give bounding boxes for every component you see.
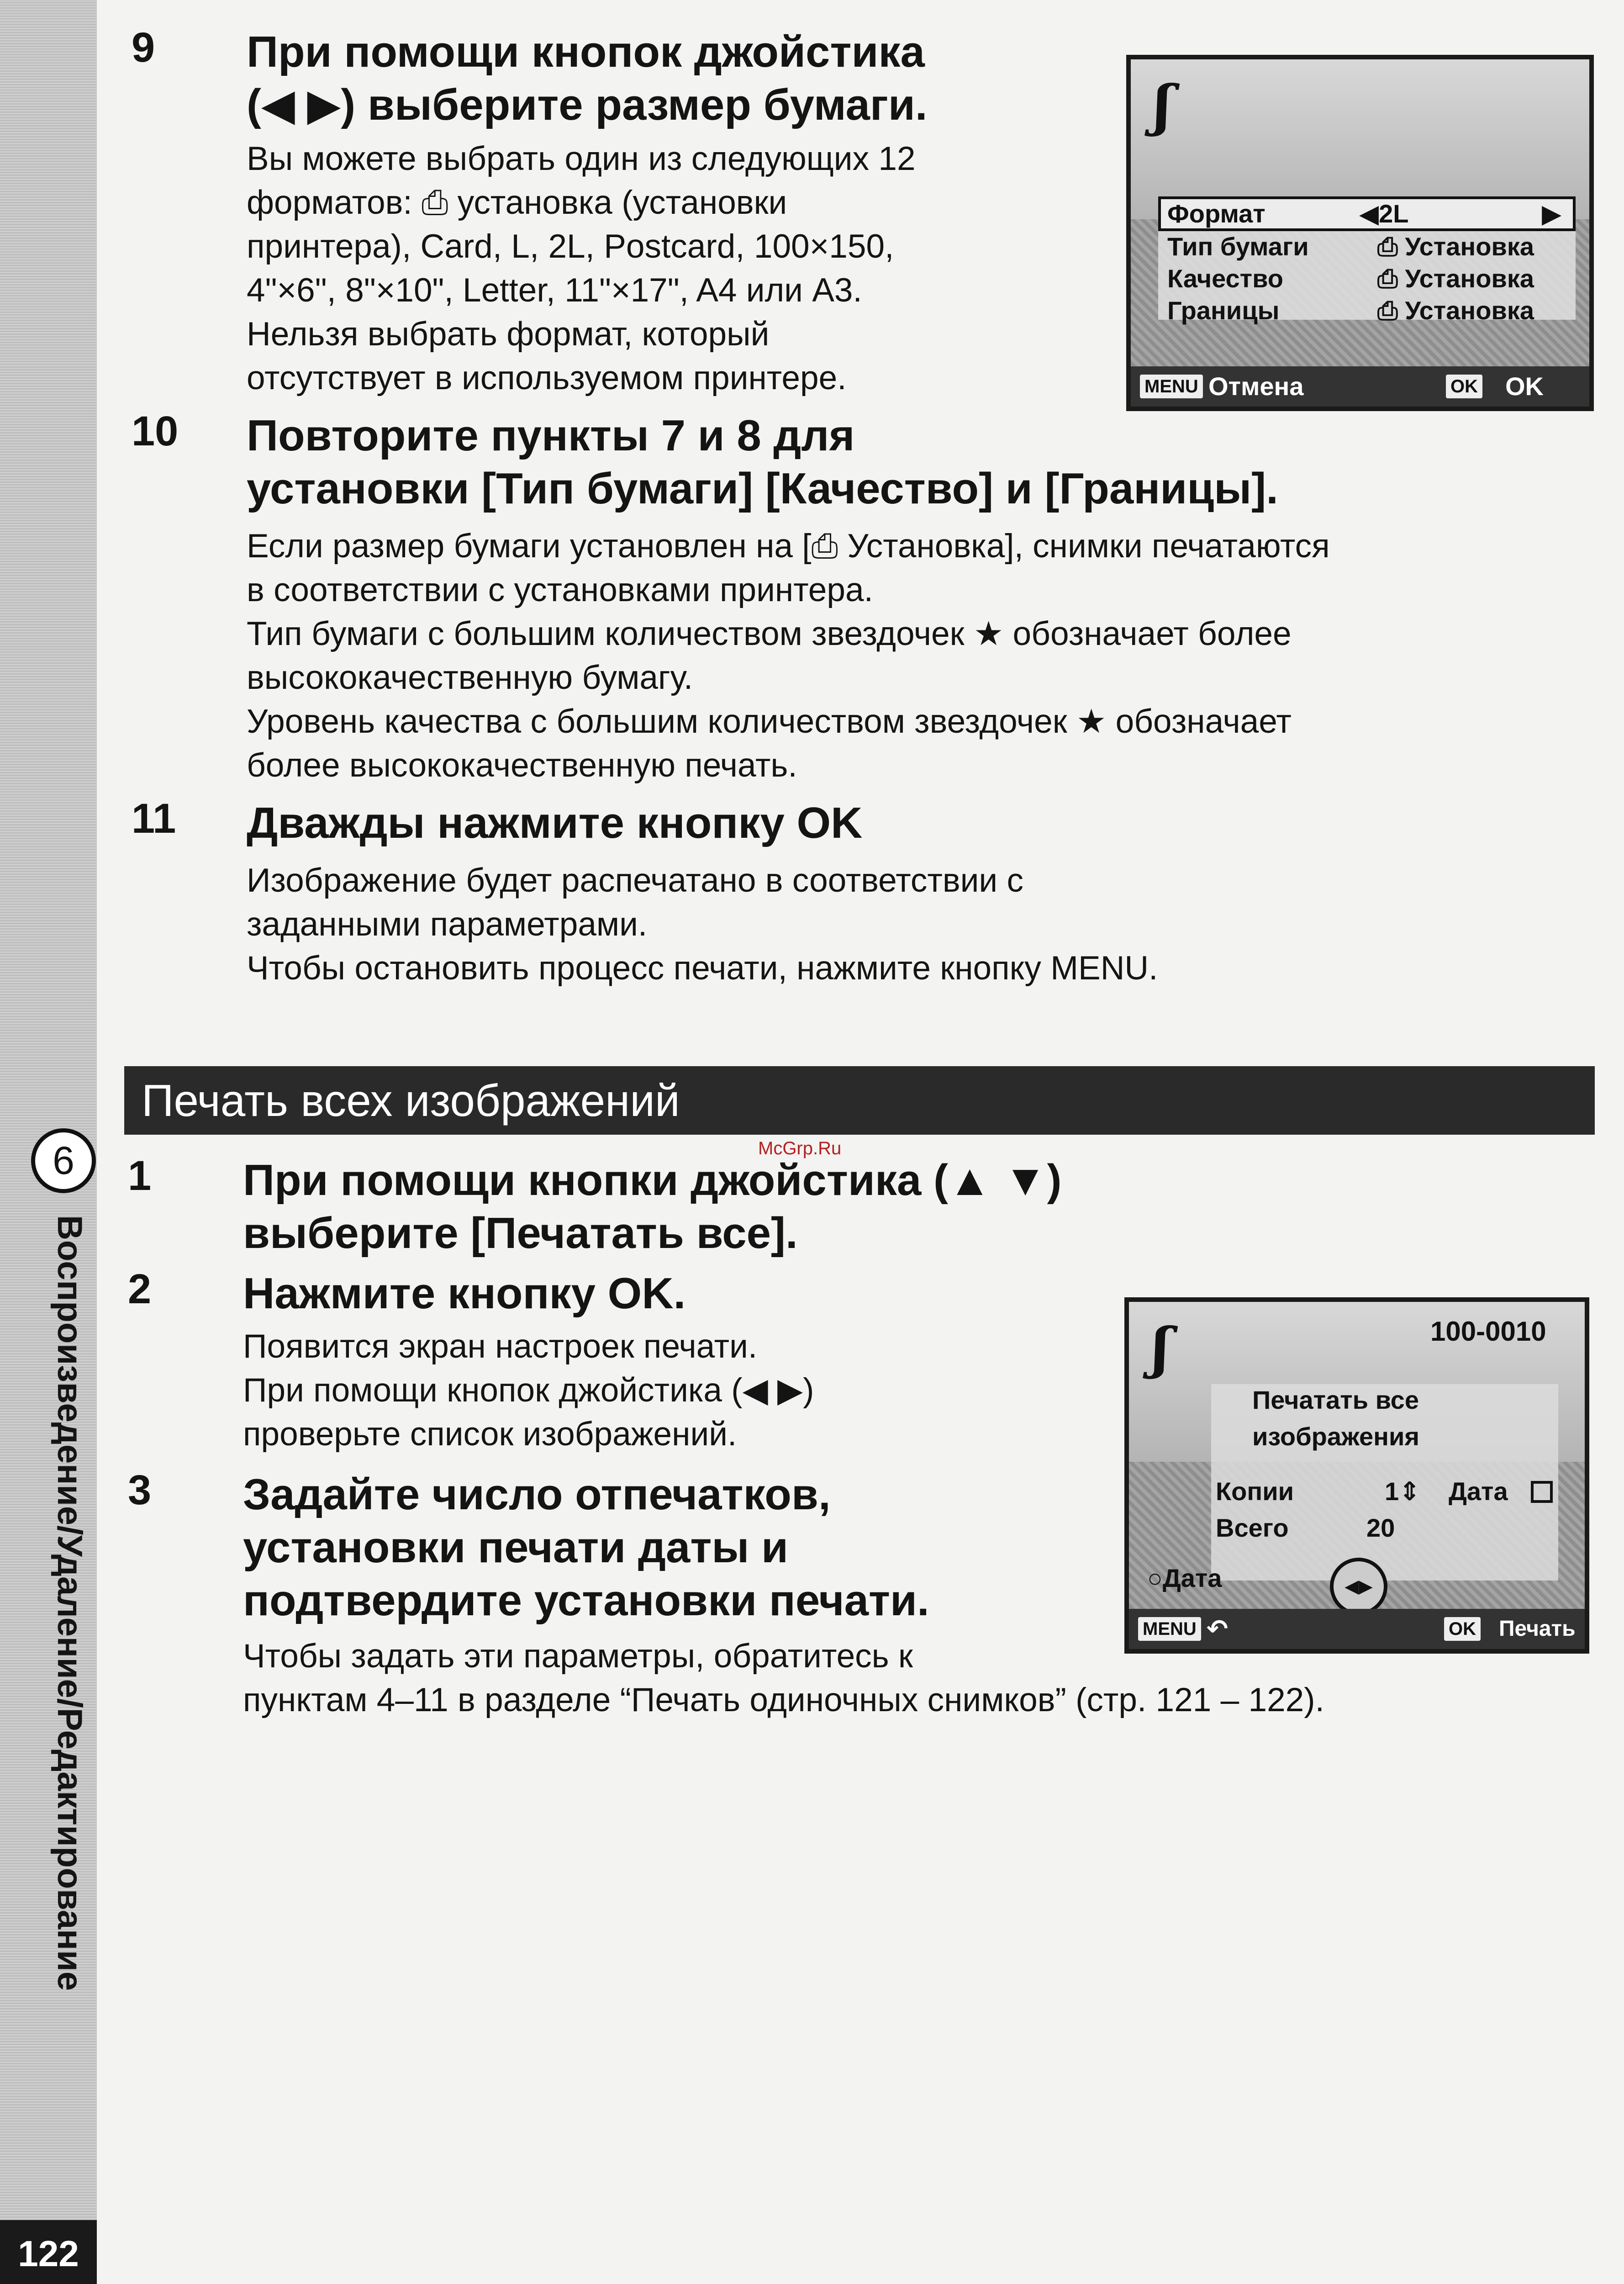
body-line: в соответствии с установками принтера. [247,571,873,608]
body-line: проверьте список изображений. [243,1416,737,1453]
ok-key-icon: OK [1446,375,1482,398]
copies-value: 1⇕ [1385,1477,1421,1506]
step-number: 1 [128,1153,152,1199]
menu-key-icon: MENU [1138,1617,1201,1641]
body-line: Если размер бумаги установлен на [⎙ Установка], снимки печатаются [247,528,1330,565]
chapter-title: Воспроизведение/Удаление/Редактирование [50,1215,89,1991]
step-title-line: (◀ ▶) выберите размер бумаги. [247,80,928,129]
back-icon: ↶ [1207,1614,1228,1643]
lcd-bottom-bar [1129,1609,1585,1649]
lcd-row-label: Качество [1167,264,1283,293]
step-number: 3 [128,1467,152,1513]
body-line: Изображение будет распечатано в соответствии с [247,862,1023,899]
copies-label: Копии [1216,1477,1294,1506]
body-line: Чтобы задать эти параметры, обратитесь к [243,1638,913,1675]
lcd-row-value: ⎙ Установка [1377,232,1534,261]
ok-key-label: Печать [1499,1617,1576,1641]
step-body [247,859,1598,990]
lcd-row-label: Тип бумаги [1167,232,1309,261]
step-title-line: установки печати даты и [243,1523,788,1572]
step-title-line: подтвердите установки печати. [243,1576,929,1625]
step-body [247,524,1598,788]
watermark: McGrp.Ru [758,1138,842,1158]
body-line: Чтобы остановить процесс печати, нажмите кнопку MENU. [247,950,1158,987]
step-number: 10 [132,408,179,455]
body-line: более высококачественную печать. [247,747,797,784]
step-title-line: установки [Тип бумаги] [Качество] и [Границы]. [247,464,1278,513]
body-line: пунктам 4–11 в разделе “Печать одиночных снимков” (стр. 121 – 122). [243,1681,1324,1718]
body-line: форматов: ⎙ установка (установки [247,184,787,221]
playback-mode-icon: ʃ [1152,1316,1170,1380]
lcd-row-label: Границы [1167,296,1280,325]
step-title-line: выберите [Печатать все]. [243,1209,798,1258]
step-title [243,1154,1430,1260]
step-title-line: Задайте число отпечатков, [243,1470,831,1519]
body-line: высококачественную бумагу. [247,659,693,696]
step-title: Нажмите кнопку OK. [243,1269,686,1318]
step-number: 11 [132,795,176,842]
step-number: 2 [128,1266,152,1312]
step-title [243,1468,1111,1627]
body-line: Нельзя выбрать формат, который [247,316,770,353]
body-line: принтера), Card, L, 2L, Postcard, 100×150, [247,228,894,265]
body-line: отсутствует в используемом принтере. [247,360,847,397]
ok-key-icon: OK [1444,1617,1481,1641]
step-title [247,409,1571,515]
lcd-row-value: ◀2L [1359,199,1409,228]
body-line: заданными параметрами. [247,906,648,943]
camera-lcd-paper-settings [1126,55,1594,411]
camera-lcd-print-all [1124,1297,1589,1654]
total-label: Всего [1216,1513,1289,1542]
date-toggle: ○Дата [1147,1564,1222,1592]
lcd-heading-line: изображения [1252,1422,1420,1451]
lcd-row-value: ⎙ Установка [1377,296,1534,325]
lcd-row-value: ⎙ Установка [1377,264,1534,293]
lcd-bottom-bar [1131,366,1589,407]
step-title-line: Повторите пункты 7 и 8 для [247,411,855,460]
menu-key-icon: MENU [1140,375,1203,398]
joystick-dial-icon: ◀▶ [1330,1558,1387,1615]
menu-key-label: Отмена [1208,372,1304,401]
step-body [243,1325,1111,1456]
lcd-row-label: Формат [1167,199,1265,228]
body-line: Появится экран настроек печати. [243,1328,758,1365]
body-line: Уровень качества с большим количеством звездочек ★ обозначает [247,703,1292,740]
lcd-background-sky [1131,59,1589,219]
playback-mode-icon: ʃ [1154,73,1172,137]
section-heading: Печать всех изображений [124,1066,1595,1135]
chapter-number-badge: 6 [31,1128,96,1193]
step-title: Дважды нажмите кнопку OK [247,798,863,847]
total-value: 20 [1366,1513,1395,1542]
body-line: Вы можете выбрать один из следующих 12 [247,140,916,177]
body-line: 4"×6", 8"×10", Letter, 11"×17", A4 или A3. [247,272,862,309]
file-number: 100-0010 [1430,1316,1546,1347]
page-number: 122 [0,2220,97,2284]
body-line: При помощи кнопок джойстика (◀ ▶) [243,1372,814,1409]
lcd-heading-line: Печатать все [1252,1385,1419,1414]
step-title-line: При помощи кнопки джойстика (▲ ▼) [243,1156,1062,1205]
date-checkbox-icon [1531,1481,1553,1503]
date-label: Дата [1449,1477,1508,1506]
step-body [247,137,1114,400]
step-number: 9 [132,24,155,71]
right-arrow-icon: ▶ [1542,199,1562,228]
ok-key-label: OK [1505,372,1544,401]
body-line: Тип бумаги с большим количеством звездочек ★ обозначает более [247,615,1292,652]
step-title-line: При помощи кнопок джойстика [247,27,925,76]
step-title [247,26,1105,132]
